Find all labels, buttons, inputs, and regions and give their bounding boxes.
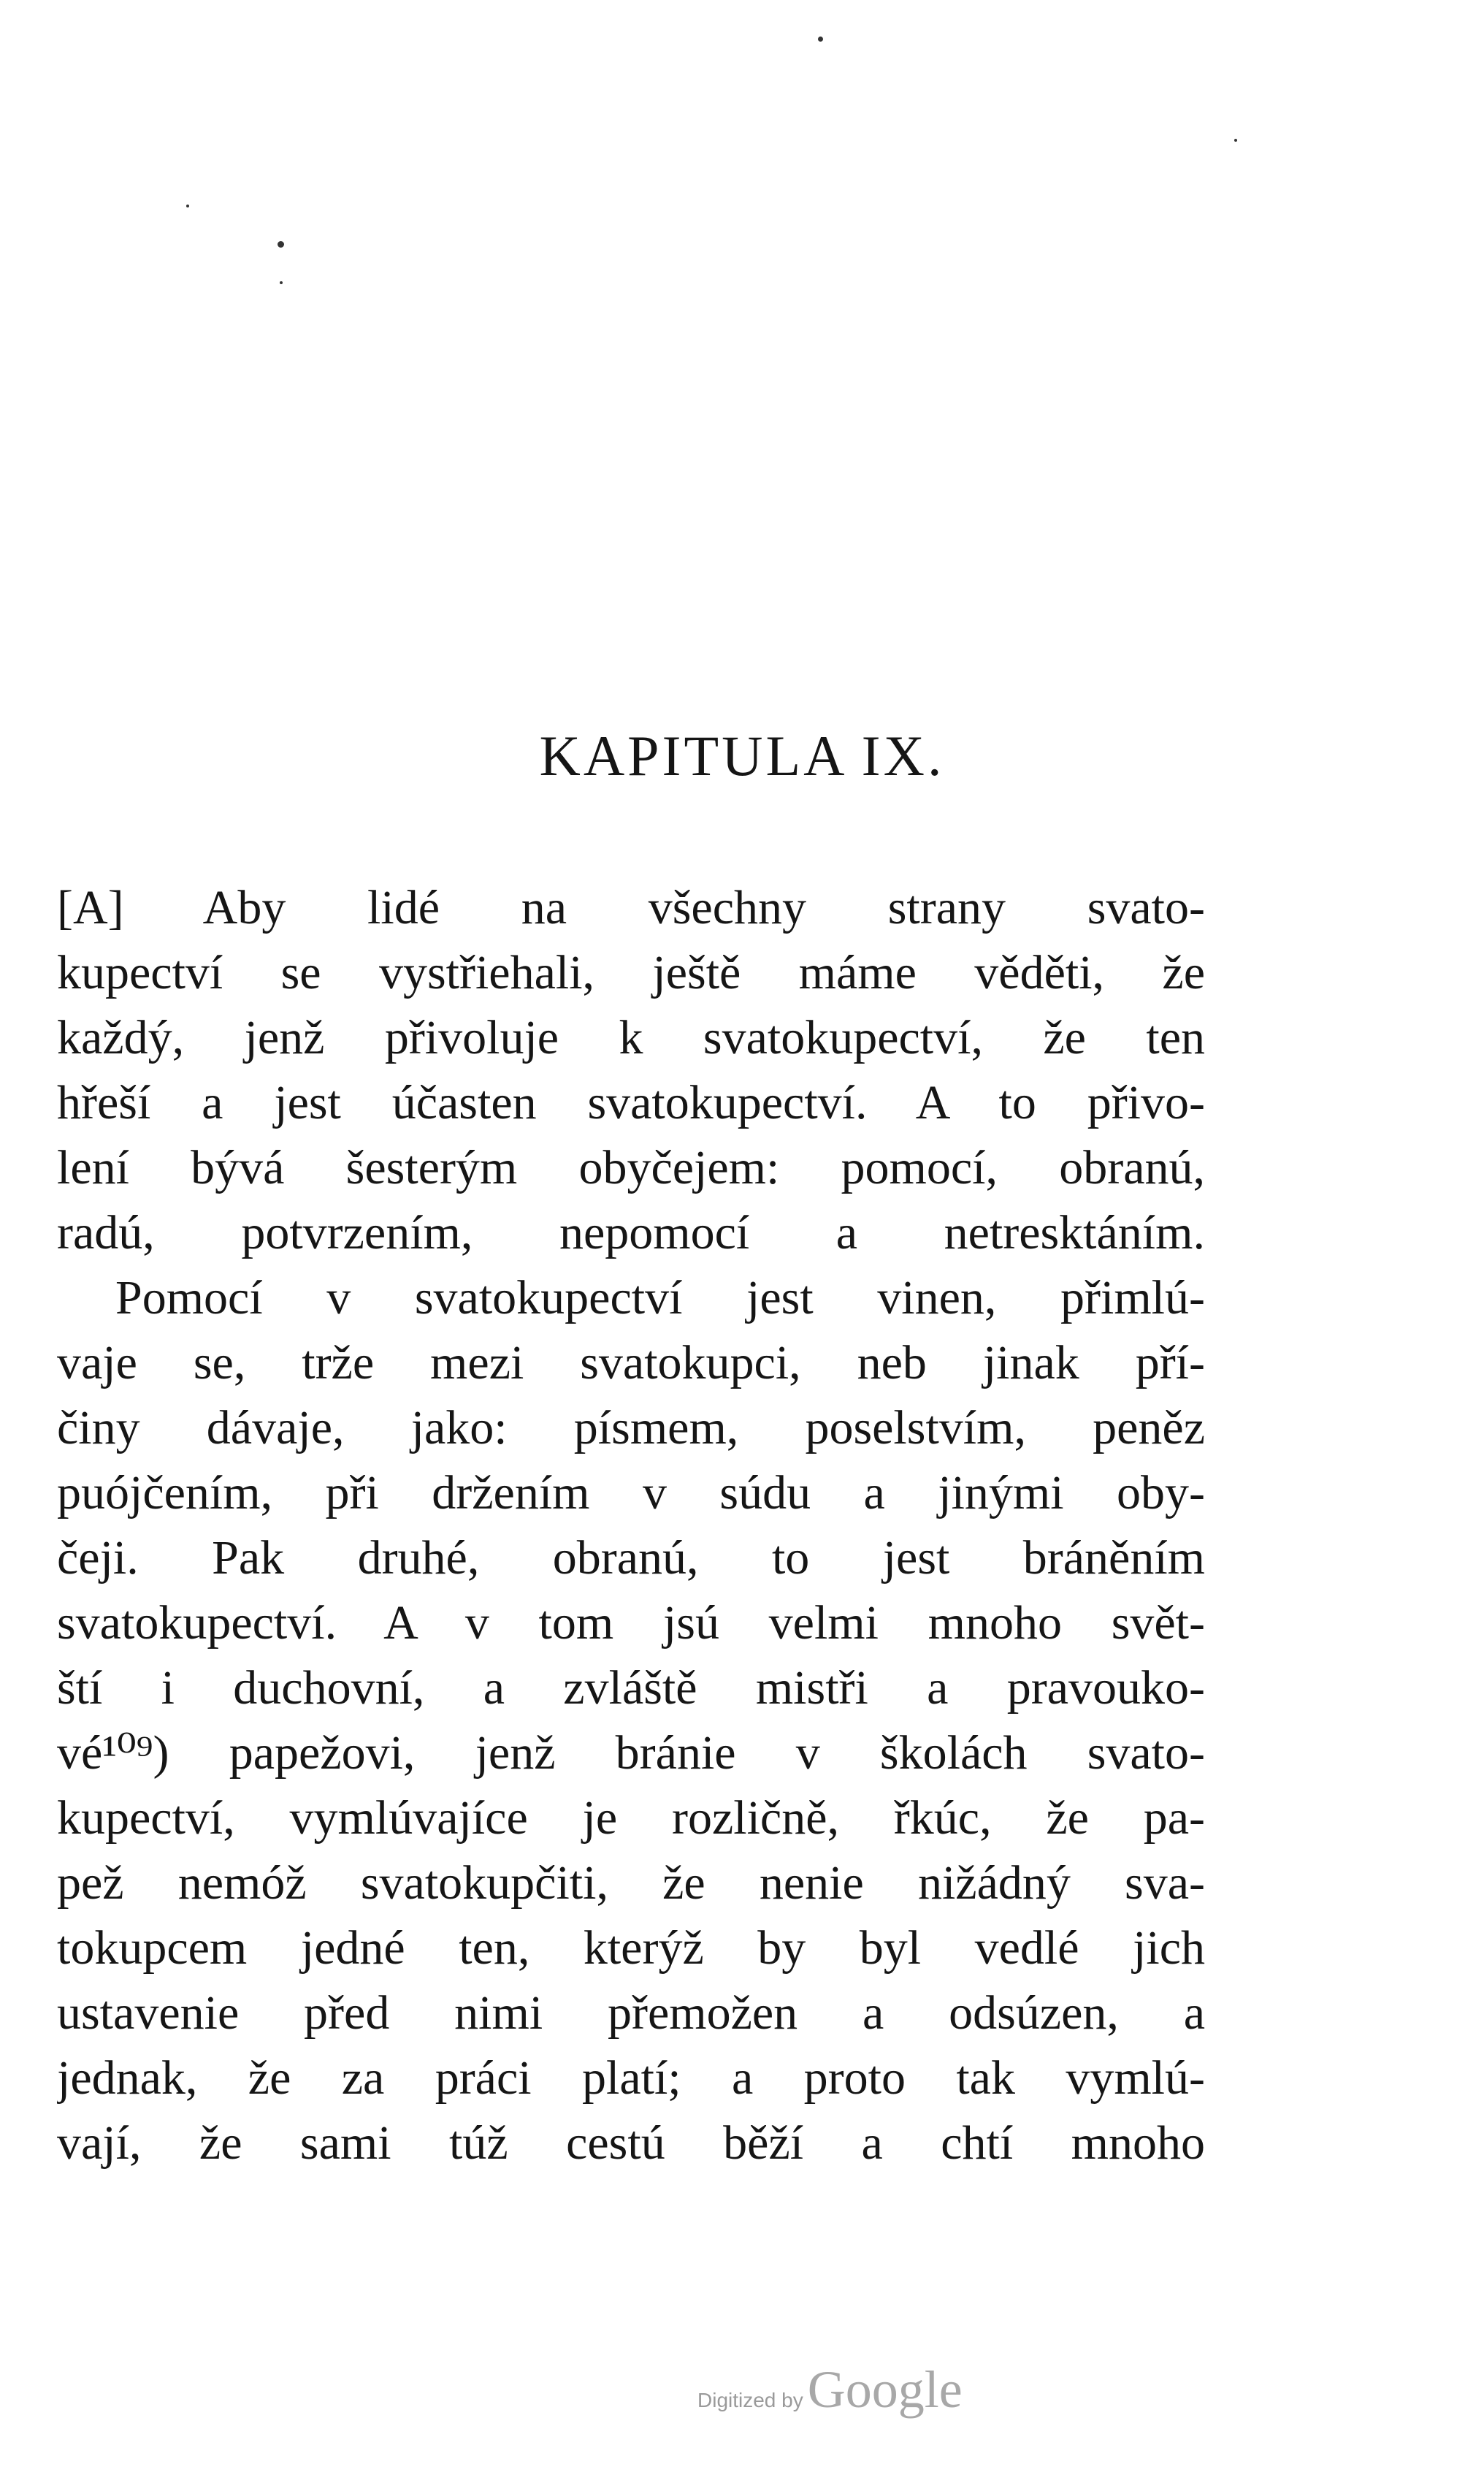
text-line: Pomocí v svatokupectví jest vinen, přimlú- (115, 1271, 1205, 1324)
scan-speck (1234, 139, 1237, 142)
body-text (57, 875, 1205, 2175)
scan-speck (280, 281, 283, 284)
text-line: pež nemóž svatokupčiti, že nenie nižádný sva- (57, 1856, 1205, 1910)
text-line: kupectví, vymlúvajíce je rozličně, řkúc, že pa- (57, 1791, 1205, 1845)
text-line: radú, potvrzením, nepomocí a netresktáním. (57, 1206, 1205, 1259)
scan-speck (278, 241, 284, 248)
text-line: hřeší a jest účasten svatokupectví. A to přivo- (57, 1076, 1205, 1129)
text-line: tokupcem jedné ten, kterýž by byl vedlé jich (57, 1921, 1205, 1975)
text-line: lení bývá šesterým obyčejem: pomocí, obranú, (57, 1141, 1205, 1194)
text-line: vé¹⁰⁹) papežovi, jenž bránie v školách svato- (57, 1726, 1205, 1780)
text-line: [A] Aby lidé na všechny strany svato- (57, 881, 1205, 934)
digitized-by-google-watermark (697, 2360, 963, 2418)
text-line: puójčením, při držením v súdu a jinými oby- (57, 1466, 1205, 1519)
text-line: vají, že sami túž cestú běží a chtí mnoho (57, 2116, 1205, 2170)
text-line: svatokupectví. A v tom jsú velmi mnoho svět- (57, 1596, 1205, 1650)
google-logo: Google (807, 2360, 963, 2419)
text-line: čeji. Pak druhé, obranú, to jest bráněním (57, 1531, 1205, 1584)
text-line: ustavenie před nimi přemožen a odsúzen, a (57, 1986, 1205, 2040)
text-line: každý, jenž přivoluje k svatokupectví, že ten (57, 1011, 1205, 1064)
text-line: jednak, že za práci platí; a proto tak vymlú- (57, 2051, 1205, 2105)
text-line: ští i duchovní, a zvláště mistři a pravouko- (57, 1661, 1205, 1715)
scan-speck (818, 37, 823, 42)
text-line: činy dávaje, jako: písmem, poselstvím, peněz (57, 1401, 1205, 1454)
scan-speck (186, 205, 189, 207)
text-line: vaje se, trže mezi svatokupci, neb jinak pří- (57, 1336, 1205, 1389)
chapter-heading: KAPITULA IX. (539, 724, 945, 788)
digitized-by-label: Digitized by (697, 2389, 803, 2411)
text-line: kupectví se vystřiehali, ještě máme věděti, že (57, 946, 1205, 999)
